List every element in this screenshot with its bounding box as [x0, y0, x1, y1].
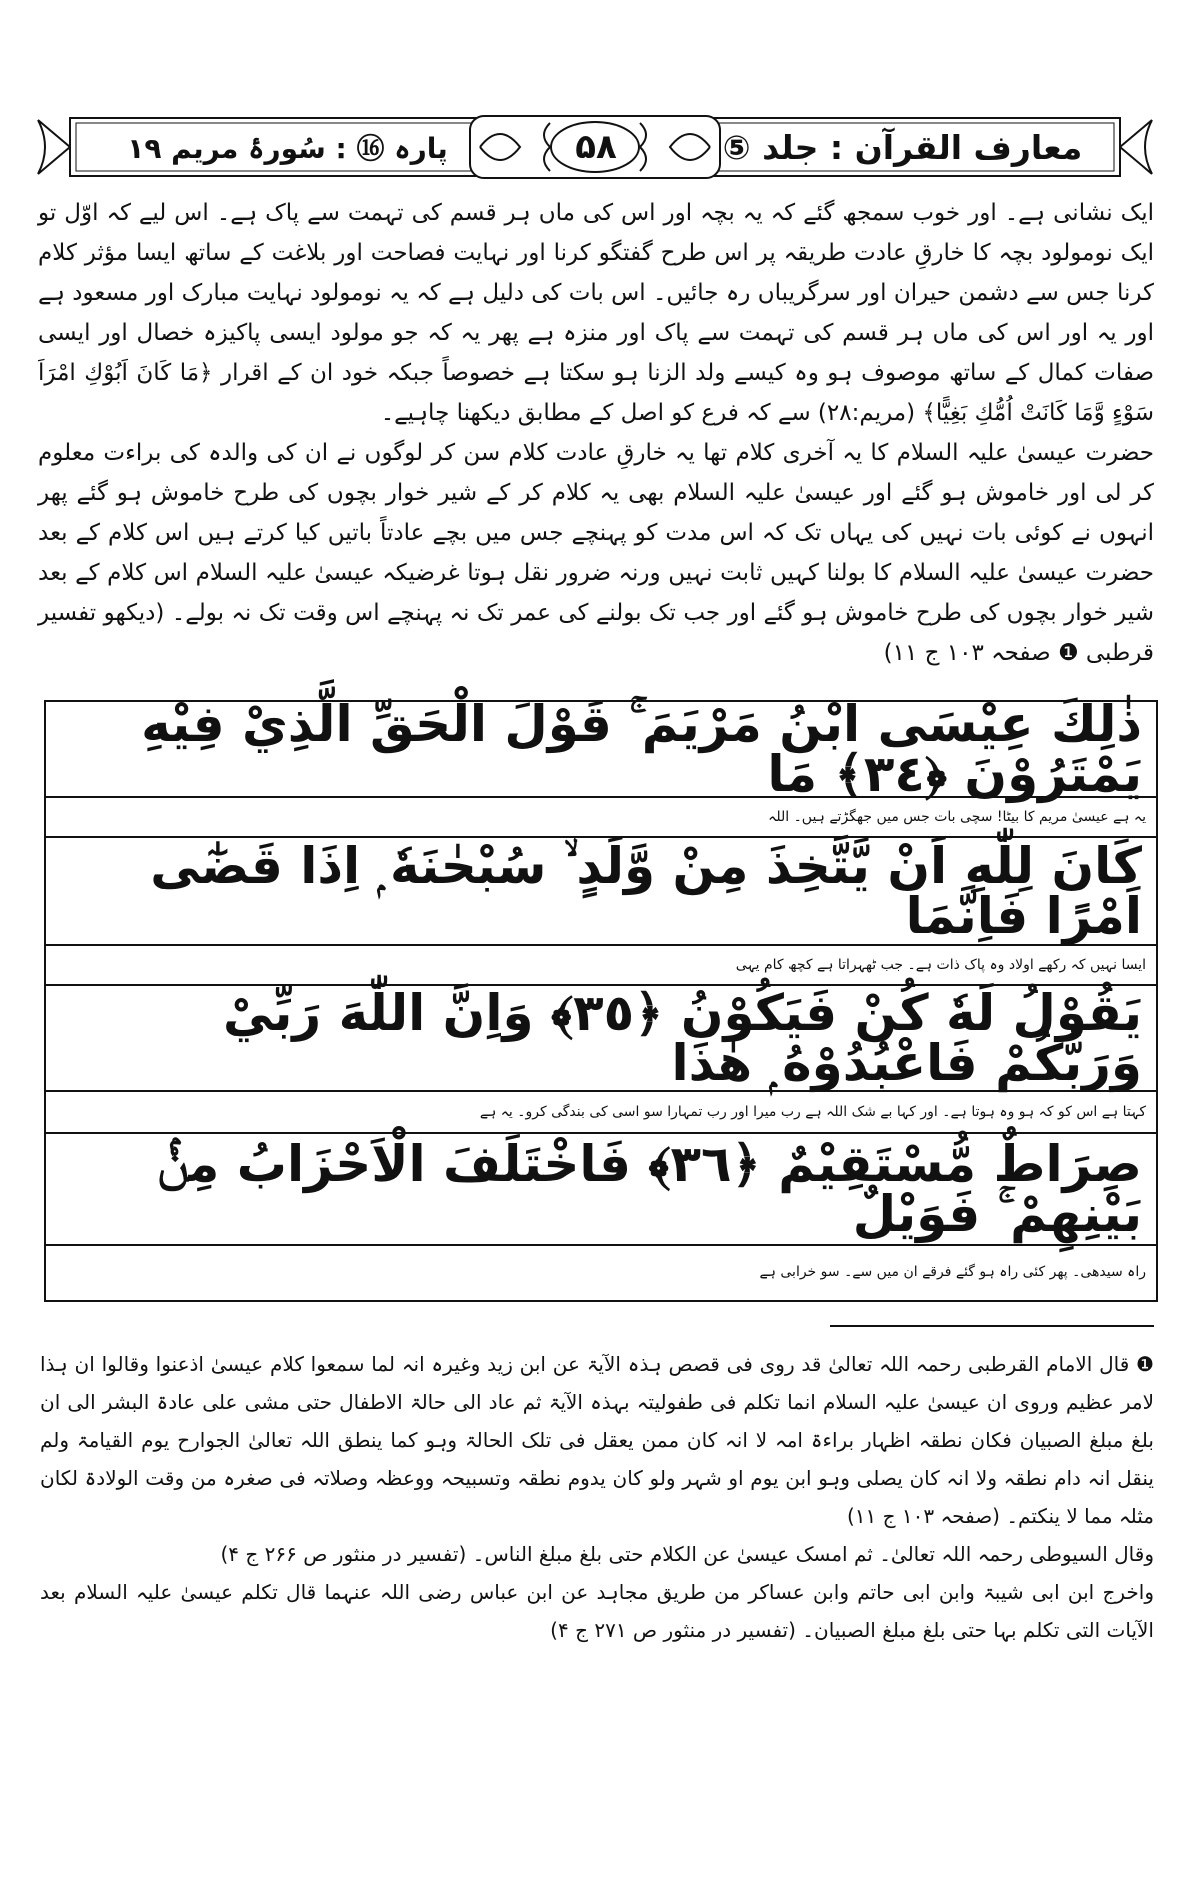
ayah-line — [46, 695, 1156, 803]
para-surah-label: پارہ ⑯ : سُورۂ مریم ۱۹ — [127, 132, 448, 165]
translation-text: راہ سیدھی۔ پھر کئی راہ ہو گئے فرقے ان میں سے۔ سو خرابی ہے — [759, 1264, 1146, 1280]
translation-line — [46, 1246, 1156, 1298]
footnote-divider — [830, 1325, 1154, 1327]
ayah-line — [46, 1134, 1156, 1246]
paragraph: ایک نشانی ہے۔ اور خوب سمجھ گئے کہ یہ بچہ اور اس کی ماں ہر قسم کی تہمت سے پاک ہے۔ اس لیے کہ اوّل تو ایک نومولود بچہ کا خارقِ عادت طریقہ پر اس طرح گفتگو کرنا اور نہایت فصاحت اور بلاغت کے ساتھ ایسا مؤثر کلام کرنا جس سے دشمن حیران اور سرگریباں رہ جائیں۔ اس بات کی دلیل ہے کہ یہ نومولود نہایت مبارک اور مسعود ہے اور یہ اور اس کی ماں ہر قسم کی تہمت سے پاک اور منزہ ہے پھر یہ کہ جو مولود ایسی پاکیزہ خصال اور ایسی صفات کمال کے ساتھ موصوف ہو وہ کیسے ولد الزنا ہو سکتا ہے خصوصاً جبکہ خود ان کے اقرار ﴿مَا كَانَ اَبُوْكِ امْرَاَ سَوْءٍ وَّمَا كَانَتْ اُمُّكِ بَغِيًّا﴾ (مریم:۲۸) سے کہ فرع کو اصل کے مطابق دیکھنا چاہیے۔ — [38, 200, 1154, 426]
footnote: واخرج ابن ابی شیبۃ وابن ابی حاتم وابن عساکر من طریق مجاہد عن ابن عباس رضی اللہ عنہما قال تکلم عیسیٰ علیہ السلام بعد الآیات التی تکلم بہا حتی بلغ مبلغ الصبیان۔ (تفسیر در منثور ص ۲۷۱ ج ۴) — [40, 1580, 1154, 1642]
ayat-box — [44, 695, 1158, 1302]
paragraph: حضرت عیسیٰ علیہ السلام کا یہ آخری کلام تھا یہ خارقِ عادت کلام سن کر لوگوں نے ان کی والدہ کی براءت معلوم کر لی اور خاموش ہو گئے اور عیسیٰ علیہ السلام بھی یہ کلام کر کے شیر خوار بچوں کی طرح خاموش ہو گئے پھر انہوں نے کوئی بات نہیں کی یہاں تک کہ اس مدت کو پہنچے جس میں بچے عادتاً باتیں کیا کرتے ہیں اس کلام کے بعد حضرت عیسیٰ علیہ السلام کا بولنا کہیں ثابت نہیں ورنہ ضرور نقل ہوتا غرضیکہ عیسیٰ علیہ السلام اس کلام کے بعد شیر خوار بچوں کی طرح خاموش ہو گئے اور جب تک بولنے کی عمر تک نہ پہنچے اس وقت تک نہ بولے۔ (دیکھو تفسیر قرطبی ❶ صفحہ ۱۰۳ ج ۱۱) — [38, 440, 1154, 666]
translation-line — [46, 1092, 1156, 1134]
translation-line — [46, 946, 1156, 986]
footnote: وقال السیوطی رحمہ اللہ تعالیٰ۔ ثم امسک عیسیٰ عن الکلام حتی بلغ مبلغ الناس۔ (تفسیر در منثور ص ۲۶۶ ج ۴) — [220, 1542, 1154, 1566]
page-number: ۵۸ — [575, 127, 617, 167]
ayah-text: كَانَ لِلّٰهِ اَنْ يَّتَّخِذَ مِنْ وَّلَدٍ ۙ سُبْحٰنَهٗ ۭ اِذَا قَضٰٓى اَمْرًا فَاِنَّمَا — [150, 837, 1142, 945]
translation-text: ایسا نہیں کہ رکھے اولاد وہ پاک ذات ہے۔ جب ٹھہراتا ہے کچھ کام یہی — [735, 957, 1146, 973]
ayah-text: ذٰلِكَ عِيْسَى ابْنُ مَرْيَمَ ۚ قَوْلَ الْحَقِّ الَّذِيْ فِيْهِ يَمْتَرُوْنَ ﴿٣٤﴾ مَا — [141, 695, 1142, 803]
commentary-text — [38, 193, 1154, 673]
book-title: معارف القرآن : جلد ⑤ — [722, 127, 1083, 167]
footnote: ❶ قال الامام القرطبی رحمہ اللہ تعالیٰ قد روی فی قصص ہذہ الآیۃ عن ابن زید وغیرہ انہ لما سمعوا کلام عیسیٰ اذعنوا وقالوا ان ہذا لامر عظیم وروی ان عیسیٰ علیہ السلام انما تکلم فی طفولیتہ بہذہ الآیۃ ثم عاد الی حالۃ الاطفال حتی مشی علی عادۃ البشر الی ان بلغ مبلغ الصبیان فکان نطقہ اظہار براءۃ امہ لا انہ کان ممن یعقل فی تلک الحالۃ وہو کما ینطق اللہ تعالیٰ الجوارح یوم القیامۃ ولم ینقل انہ دام نطقہ ولا انہ کان یصلی وہو ابن یوم او شہر ولو کان یدوم نطقہ وتسبیحہ ووعظہ وصلاتہ فی صغرہ من وقت الولادۃ لکان مثلہ مما لا ینکتم۔ (صفحہ ۱۰۳ ج ۱۱) — [40, 1352, 1154, 1528]
translation-line — [46, 798, 1156, 838]
translation-text: کہتا ہے اس کو کہ ہو وہ ہوتا ہے۔ اور کہا بے شک اللہ ہے رب میرا اور رب تمہارا سو اسی کی بندگی کرو۔ یہ ہے — [479, 1104, 1146, 1120]
ayah-line — [46, 986, 1156, 1092]
ayah-line — [46, 838, 1156, 946]
translation-text: یہ ہے عیسیٰ مریم کا بیٹا! سچی بات جس میں جھگڑتے ہیں۔ اللہ — [768, 809, 1146, 825]
footnotes — [40, 1345, 1154, 1649]
ayah-text: يَقُوْلُ لَهٗ كُنْ فَيَكُوْنُ ﴿٣٥﴾ وَاِنَّ اللّٰهَ رَبِّيْ وَرَبُّكُمْ فَاعْبُدُوْهُ ۭ هٰذَا — [223, 984, 1142, 1092]
page-header — [30, 112, 1160, 182]
ayah-text: صِرَاطٌ مُّسْتَقِيْمٌ ﴿٣٦﴾ فَاخْتَلَفَ الْاَحْزَابُ مِنْۢ بَيْنِهِمْ ۚ فَوَيْلٌ — [157, 1135, 1142, 1243]
